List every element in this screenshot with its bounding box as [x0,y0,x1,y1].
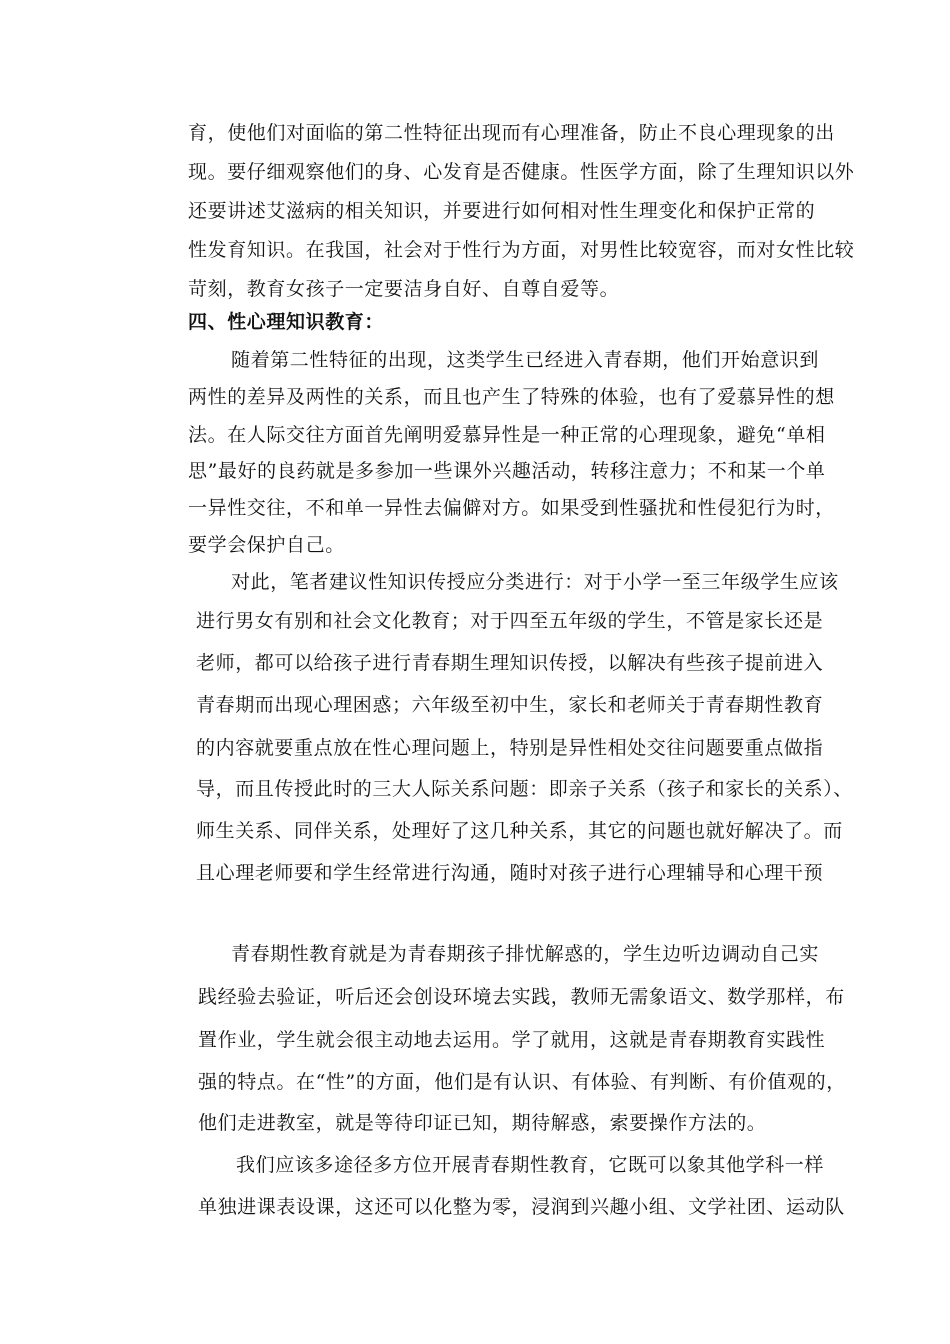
paragraph-line: 一异性交往，不和单一异性去偏僻对方。如果受到性骚扰和性侵犯行为时， [188,497,835,519]
paragraph-line: 苛刻，教育女孩子一定要洁身自好、自尊自爱等。 [188,278,620,300]
paragraph-line: 青春期性教育就是为青春期孩子排忧解惑的，学生边听边调动自己实 [231,943,820,965]
section-heading: 四、性心理知识教育： [188,311,385,333]
paragraph-line: 践经验去验证，听后还会创设环境去实践，教师无需象语文、数学那样，布 [198,986,845,1008]
paragraph-line: 性发育知识。在我国，社会对于性行为方面，对男性比较宽容，而对女性比较 [188,239,855,261]
paragraph-line: 单独进课表设课，这还可以化整为零，浸润到兴趣小组、文学社团、运动队 [198,1196,845,1218]
paragraph-line: 的内容就要重点放在性心理问题上，特别是异性相处交往问题要重点做指 [196,737,824,759]
paragraph-line: 育，使他们对面临的第二性特征出现而有心理准备，防止不良心理现象的出 [188,122,835,144]
paragraph-line: 进行男女有别和社会文化教育；对于四至五年级的学生，不管是家长还是 [196,610,824,632]
paragraph-line: 置作业，学生就会很主动地去运用。学了就用，这就是青春期教育实践性 [198,1029,826,1051]
paragraph-line: 思”最好的良药就是多参加一些课外兴趣活动，转移注意力；不和某一个单 [188,460,826,482]
paragraph-line: 现。要仔细观察他们的身、心发育是否健康。性医学方面，除了生理知识以外 [188,161,855,183]
paragraph-line: 两性的差异及两性的关系，而且也产生了特殊的体验，也有了爱慕异性的想 [188,386,835,408]
paragraph-line: 强的特点。在“性”的方面，他们是有认识、有体验、有判断、有价值观的， [198,1071,846,1093]
paragraph-line: 随着第二性特征的出现，这类学生已经进入青春期，他们开始意识到 [231,349,820,371]
paragraph-line: 法。在人际交往方面首先阐明爱慕异性是一种正常的心理现象，避免“单相 [188,424,826,446]
paragraph-line: 我们应该多途径多方位开展青春期性教育，它既可以象其他学科一样 [236,1154,825,1176]
paragraph-line: 对此，笔者建议性知识传授应分类进行：对于小学一至三年级学生应该 [231,571,839,593]
paragraph-line: 要学会保护自己。 [188,534,345,556]
paragraph-line: 青春期而出现心理困惑；六年级至初中生，家长和老师关于青春期性教育 [196,694,824,716]
paragraph-line: 师生关系、同伴关系，处理好了这几种关系，其它的问题也就好解决了。而 [196,820,843,842]
paragraph-line: 他们走进教室，就是等待印证已知，期待解惑，索要操作方法的。 [198,1112,767,1134]
paragraph-line: 老师，都可以给孩子进行青春期生理知识传授，以解决有些孩子提前进入 [196,652,824,674]
paragraph-line: 还要讲述艾滋病的相关知识，并要进行如何相对性生理变化和保护正常的 [188,200,816,222]
paragraph-line: 导，而且传授此时的三大人际关系问题：即亲子关系（孩子和家长的关系）、 [196,778,853,800]
paragraph-line: 且心理老师要和学生经常进行沟通，随时对孩子进行心理辅导和心理干预 [196,862,824,884]
